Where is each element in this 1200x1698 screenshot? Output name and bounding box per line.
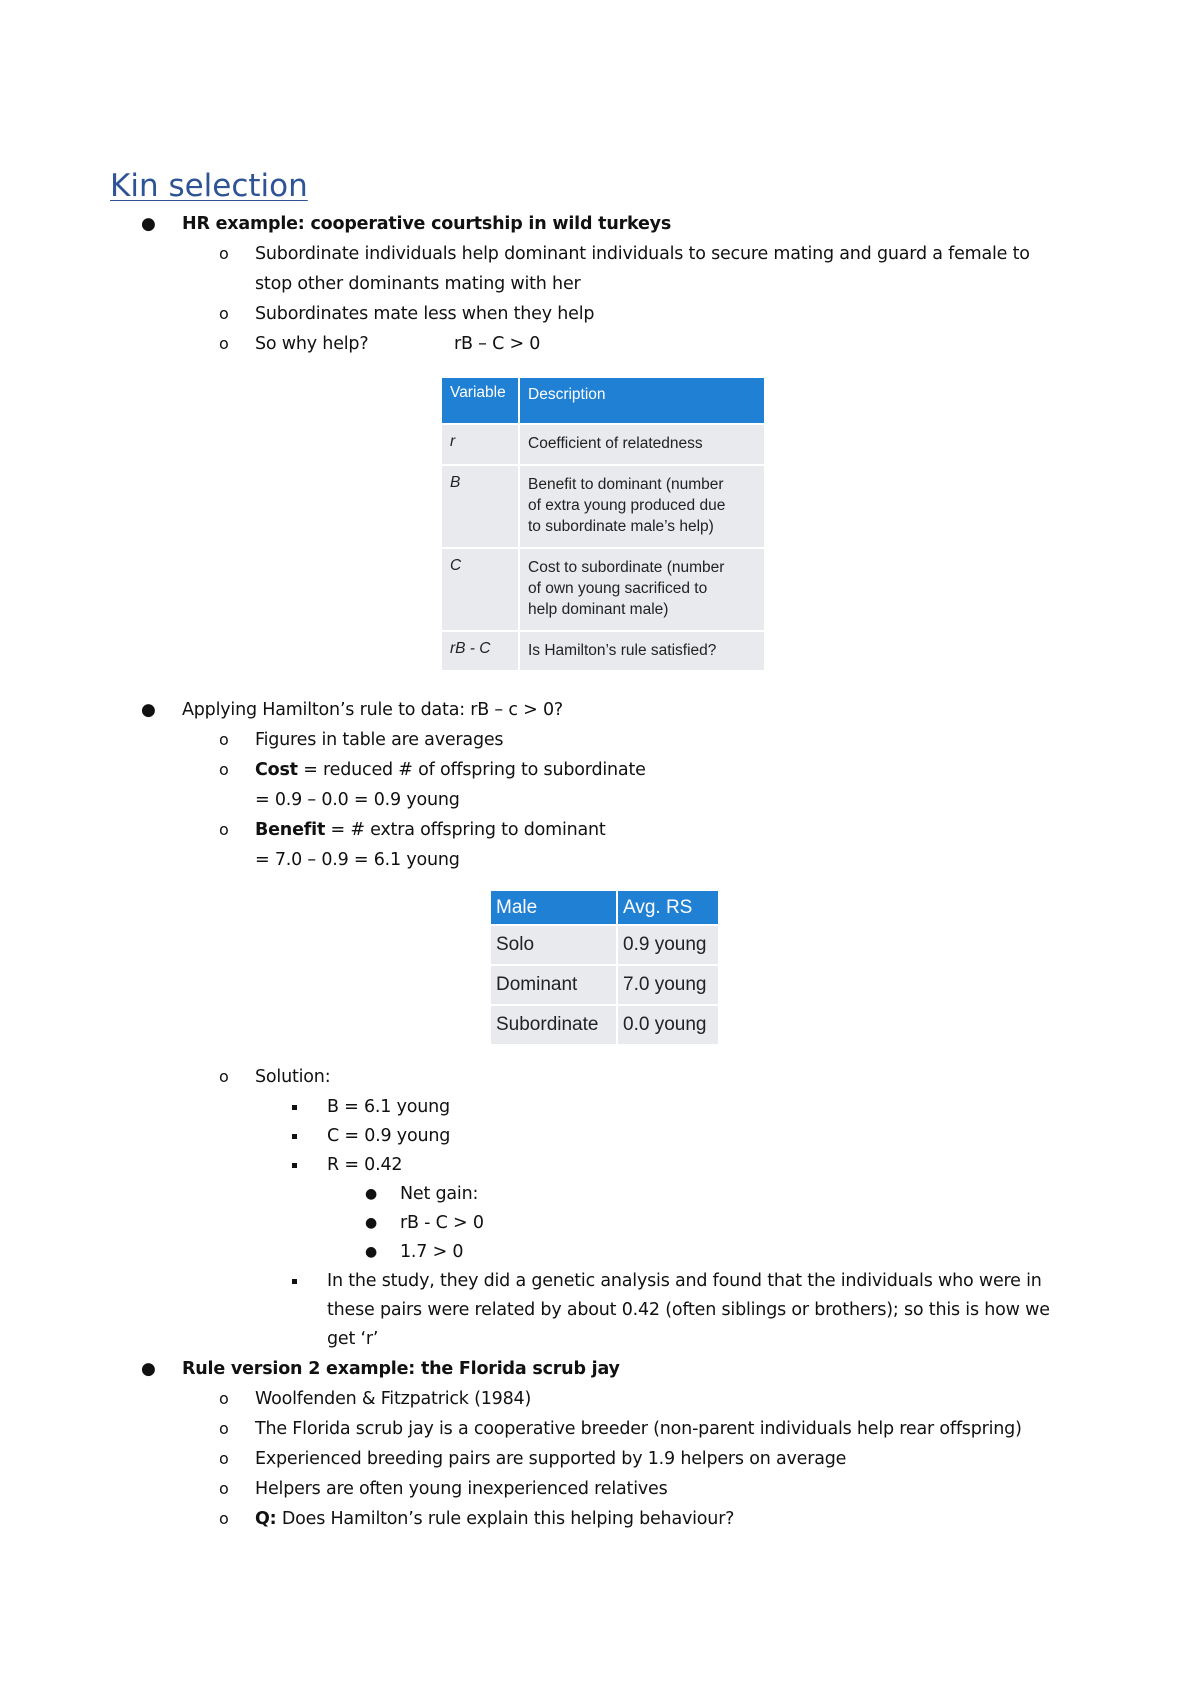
benefit-label: Benefit xyxy=(255,820,326,840)
table-cell: Dominant xyxy=(491,964,618,1004)
table-cell: B xyxy=(442,464,520,547)
table-cell xyxy=(520,547,764,630)
page-title: Kin selection xyxy=(110,168,308,204)
section-title: HR example: cooperative courtship in wild turkeys xyxy=(182,214,672,234)
bullet: o xyxy=(219,334,229,353)
bullet xyxy=(292,1163,297,1168)
table-cell: 7.0 young xyxy=(618,964,718,1004)
bullet: o xyxy=(219,1449,229,1468)
bullet: ● xyxy=(365,1215,378,1231)
table-header: Male xyxy=(491,891,618,924)
question-label: Q: xyxy=(255,1509,277,1529)
bullet: ● xyxy=(141,1359,156,1379)
bullet: o xyxy=(219,304,229,323)
table-cell: 0.9 young xyxy=(618,924,718,964)
table-header: Description xyxy=(520,378,764,423)
list-item xyxy=(255,759,646,781)
solution-label: Solution: xyxy=(255,1067,331,1087)
table-row xyxy=(442,423,764,464)
table-row xyxy=(442,630,764,670)
table-cell: 0.0 young xyxy=(618,1004,718,1044)
table-cell: C xyxy=(442,547,520,630)
section-title: Rule version 2 example: the Florida scrub jay xyxy=(182,1359,620,1379)
list-item: rB - C > 0 xyxy=(400,1213,484,1233)
list-item: 1.7 > 0 xyxy=(400,1242,464,1262)
bullet: ● xyxy=(141,214,156,234)
list-item: B = 6.1 young xyxy=(327,1097,450,1117)
list-item: Net gain: xyxy=(400,1184,479,1204)
cell-line: to subordinate male’s help) xyxy=(528,518,714,535)
bullet: o xyxy=(219,244,229,263)
table-cell: rB - C xyxy=(442,630,520,670)
bullet xyxy=(292,1279,297,1284)
bullet: o xyxy=(219,820,229,839)
bullet: o xyxy=(219,760,229,779)
table-cell xyxy=(520,423,764,464)
bullet xyxy=(292,1105,297,1110)
section-title: Applying Hamilton’s rule to data: rB – c > 0? xyxy=(182,700,563,720)
list-item: Woolfenden & Fitzpatrick (1984) xyxy=(255,1389,532,1409)
bullet: ● xyxy=(365,1244,378,1260)
table-cell: r xyxy=(442,423,520,464)
list-item-continued: get ‘r’ xyxy=(327,1329,379,1349)
question-text: Does Hamilton’s rule explain this helping behaviour? xyxy=(276,1509,735,1529)
list-item: R = 0.42 xyxy=(327,1155,403,1175)
table-row xyxy=(491,1004,718,1044)
cost-calculation: = 0.9 – 0.0 = 0.9 young xyxy=(255,790,460,810)
bullet: o xyxy=(219,1419,229,1438)
table-header-row xyxy=(491,891,718,924)
list-item xyxy=(255,1508,734,1530)
bullet xyxy=(292,1134,297,1139)
table-row xyxy=(442,464,764,547)
table-header: Avg. RS xyxy=(618,891,718,924)
hamilton-formula: rB – C > 0 xyxy=(454,334,541,354)
benefit-calculation: = 7.0 – 0.9 = 6.1 young xyxy=(255,850,460,870)
table-row xyxy=(491,924,718,964)
cell-line: Is Hamilton’s rule satisfied? xyxy=(528,642,717,659)
list-item-continued: stop other dominants mating with her xyxy=(255,274,581,294)
table-header-row xyxy=(442,378,764,423)
table-row xyxy=(491,964,718,1004)
cell-line: help dominant male) xyxy=(528,601,669,618)
list-item: Subordinates mate less when they help xyxy=(255,304,595,324)
bullet: o xyxy=(219,1479,229,1498)
list-item: In the study, they did a genetic analysis and found that the individuals who were in xyxy=(327,1271,1042,1291)
list-item: C = 0.9 young xyxy=(327,1126,451,1146)
cell-line: Cost to subordinate (number xyxy=(528,559,725,576)
cell-line: of extra young produced due xyxy=(528,497,726,514)
list-item: So why help? xyxy=(255,334,369,354)
table-cell xyxy=(520,630,764,670)
list-item: Helpers are often young inexperienced relatives xyxy=(255,1479,668,1499)
list-item: Figures in table are averages xyxy=(255,730,504,750)
list-item: Subordinate individuals help dominant individuals to secure mating and guard a female to xyxy=(255,244,1030,264)
bullet: o xyxy=(219,1509,229,1528)
list-item: Experienced breeding pairs are supported by 1.9 helpers on average xyxy=(255,1449,847,1469)
table-cell: Solo xyxy=(491,924,618,964)
cost-text: = reduced # of offspring to subordinate xyxy=(297,760,646,780)
list-item: The Florida scrub jay is a cooperative breeder (non-parent individuals help rear offspring) xyxy=(255,1419,1022,1439)
reproductive-success-table xyxy=(491,891,718,1044)
bullet: ● xyxy=(141,700,156,720)
cost-label: Cost xyxy=(255,760,298,780)
benefit-text: = # extra offspring to dominant xyxy=(325,820,606,840)
cell-line: Coefficient of relatedness xyxy=(528,435,703,452)
cell-line: Benefit to dominant (number xyxy=(528,476,724,493)
list-item-continued: these pairs were related by about 0.42 (often siblings or brothers); so this is how we xyxy=(327,1300,1050,1320)
table-header: Variable xyxy=(442,378,520,423)
bullet: o xyxy=(219,1389,229,1408)
bullet: ● xyxy=(365,1186,378,1202)
bullet: o xyxy=(219,1067,229,1086)
table-cell: Subordinate xyxy=(491,1004,618,1044)
list-item xyxy=(255,819,606,841)
variables-table xyxy=(442,378,764,670)
table-cell xyxy=(520,464,764,547)
bullet: o xyxy=(219,730,229,749)
cell-line: of own young sacrificed to xyxy=(528,580,708,597)
table-row xyxy=(442,547,764,630)
